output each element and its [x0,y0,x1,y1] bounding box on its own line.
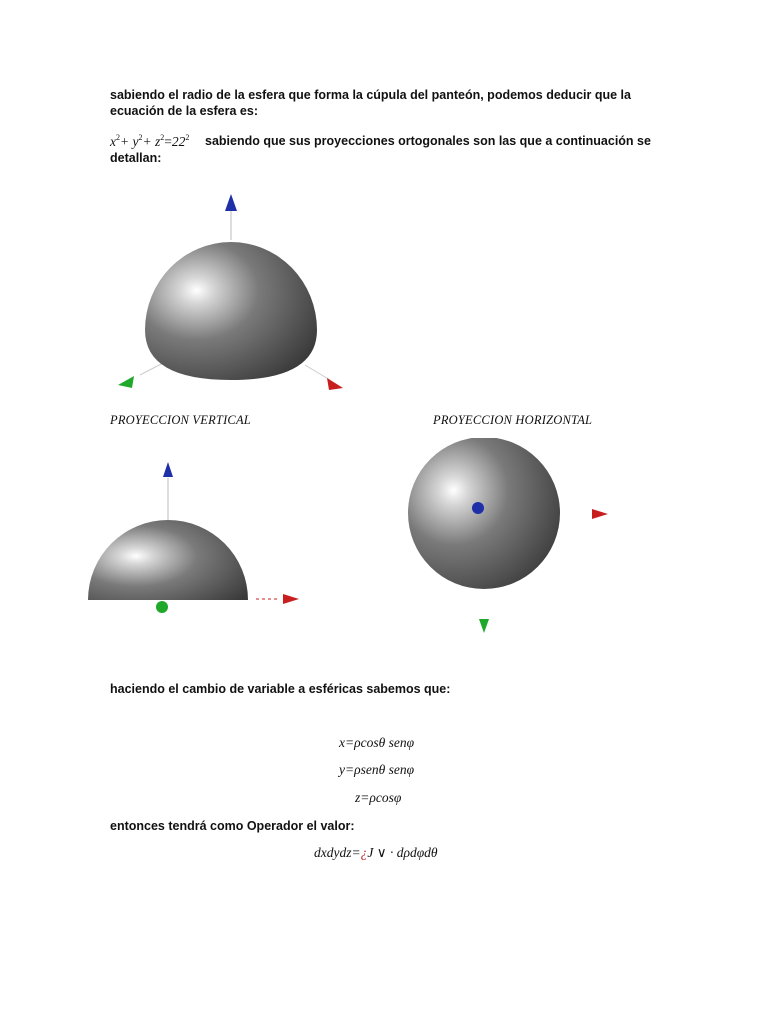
sphere-equation: $x^2+ y^2+ z^2=22^2$ [110,133,190,149]
y-spherical-equation: y=ρsenθ senφ [339,762,415,777]
hemisphere-3d-figure [110,180,350,400]
caption-horizontal-projection: PROYECCION HORIZONTAL [433,413,593,427]
vertical-projection-shape [88,520,248,600]
y-axis-arrow-icon [479,619,489,633]
x-axis-arrow-icon [283,594,299,604]
operator-equation: dxdydz=¿J ∨ · dρdφdθ [314,845,438,860]
operator-text: entonces tendrá como Operador el valor: [110,819,355,833]
x-axis-arrow-icon [327,378,343,390]
y-axis-marker-icon [156,601,168,613]
after-equation-line-1: sabiendo que sus proyecciones ortogonales son las que a continuación se [205,134,651,148]
change-variable-text: haciendo el cambio de variable a esféricas sabemos que: [110,682,451,696]
horizontal-projection-shape [408,438,560,589]
z-axis-arrow-icon [225,194,237,211]
after-equation-line-2: detallan: [110,151,162,165]
hemisphere-shape [145,242,317,380]
vertical-projection-figure [80,440,310,630]
y-axis-arrow-icon [118,376,134,388]
intro-line-2: ecuación de la esfera es: [110,104,258,118]
caption-vertical-projection: PROYECCION VERTICAL [110,413,251,427]
z-axis-arrow-icon [163,462,173,477]
z-axis-marker-icon [472,502,484,514]
x-axis-arrow-icon [592,509,608,519]
intro-line-1: sabiendo el radio de la esfera que forma la cúpula del panteón, podemos deducir que la [110,88,631,102]
x-spherical-equation: x=ρcosθ senφ [339,735,415,750]
x-axis-line [305,365,330,380]
z-spherical-equation: z=ρcosφ [355,790,402,805]
horizontal-projection-figure [400,438,615,638]
